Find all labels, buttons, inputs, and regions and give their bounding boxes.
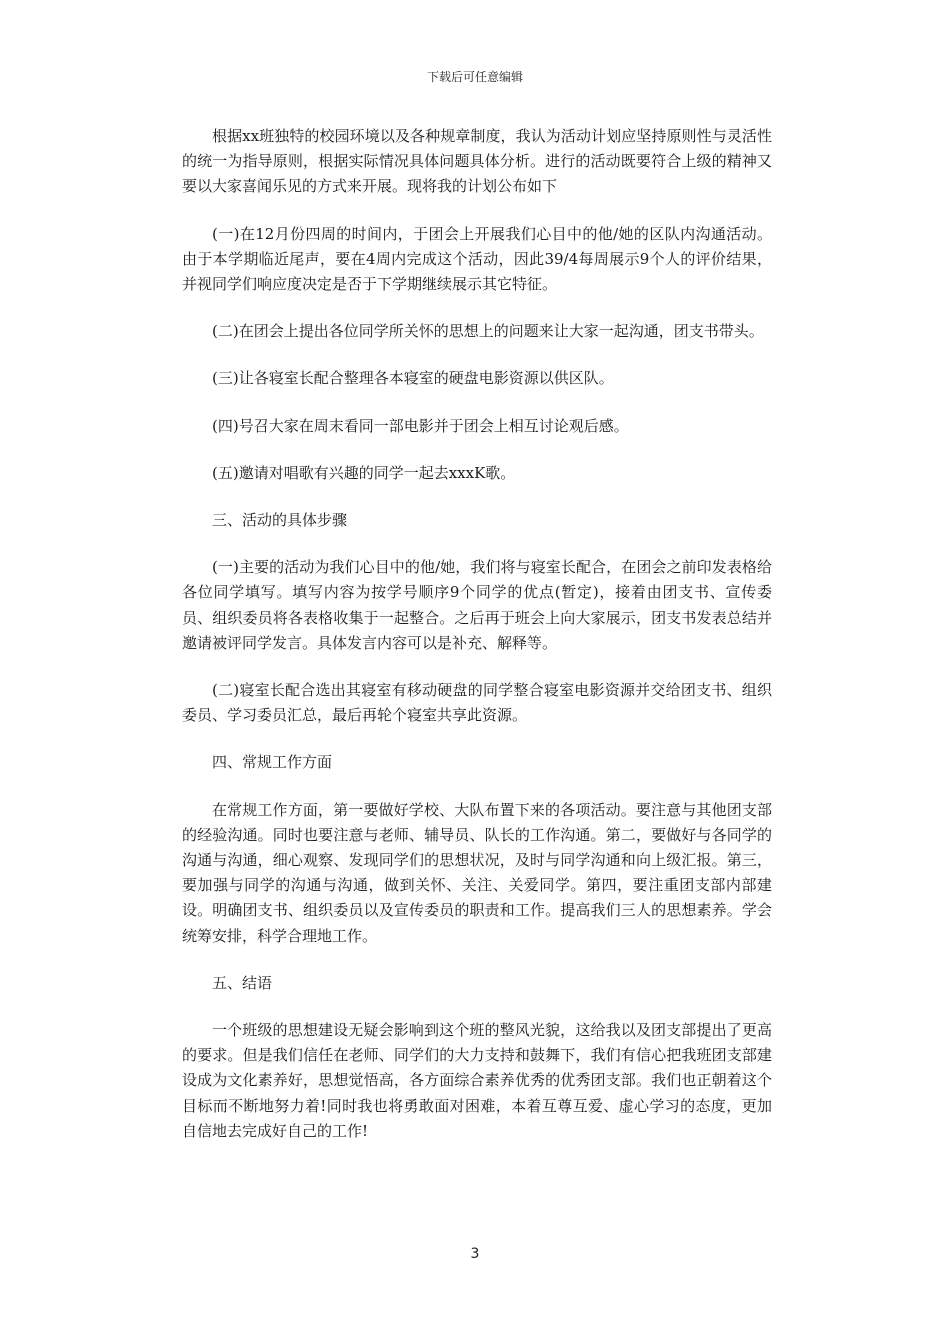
paragraph-item-2: (二)在团会上提出各位同学所关怀的思想上的问题来让大家一起沟通，团支书带头。 [212, 322, 764, 341]
paragraph-item-4: (四)号召大家在周末看同一部电影并于团会上相互讨论观后感。 [212, 416, 629, 435]
paragraph-step-1: (一)主要的活动为我们心目中的他/她，我们将与寝室长配合，在团会之前印发表格给各位同学填写。填写内容为按学号顺序9个同学的优点(暂定)，接着由团支书、宣传委员、组织委员将各表格收集于一起整合。之后再于班会上向大家展示，团支书发表总结并邀请被评同学发言。具体发言内容可以是补充、解释等。 [182, 558, 772, 652]
paragraph-item-1: (一)在12月份四周的时间内，于团会上开展我们心目中的他/她的区队内沟通活动。由于本学期临近尾声，要在4周内完成这个活动，因此39/4每周展示9个人的评价结果，并视同学们响应度决定是否于下学期继续展示其它特征。 [182, 224, 772, 294]
paragraph-step-2: (二)寝室长配合选出其寝室有移动硬盘的同学整合寝室电影资源并交给团支书、组织委员、学习委员汇总，最后再轮个寝室共享此资源。 [182, 681, 772, 725]
paragraph-item-3: (三)让各寝室长配合整理各本寝室的硬盘电影资源以供区队。 [212, 369, 614, 388]
paragraph-item-5: (五)邀请对唱歌有兴趣的同学一起去xxxK歌。 [212, 463, 516, 482]
page-header: 下载后可任意编辑 [426, 70, 523, 84]
page-number: 3 [470, 1246, 480, 1262]
section-heading-steps: 三、活动的具体步骤 [212, 511, 348, 530]
section-heading-routine: 四、常规工作方面 [212, 753, 333, 772]
paragraph-routine: 在常规工作方面，第一要做好学校、大队布置下来的各项活动。要注意与其他团支部的经验沟通。同时也要注意与老师、辅导员、队长的工作沟通。第二，要做好与各同学的沟通与沟通，细心观察、发现同学们的思想状况，及时与同学沟通和向上级汇报。第三，要加强与同学的沟通与沟通，做到关怀、关注、关爱同学。第四，要注重团支部内部建设。明确团支书、组织委员以及宣传委员的职责和工作。提高我们三人的思想素养。学会统筹安排，科学合理地工作。 [182, 800, 772, 945]
paragraph-conclusion: 一个班级的思想建设无疑会影响到这个班的整风光貌，这给我以及团支部提出了更高的要求。但是我们信任在老师、同学们的大力支持和鼓舞下，我们有信心把我班团支部建设成为文化素养好，思想觉悟高，各方面综合素养优秀的优秀团支部。我们也正朝着这个目标而不断地努力着!同时我也将勇敢面对困难，本着互尊互爱、虚心学习的态度，更加自信地去完成好自己的工作! [182, 1021, 772, 1140]
document-body [182, 124, 772, 1166]
section-heading-conclusion: 五、结语 [212, 973, 273, 992]
paragraph-intro: 根据xx班独特的校园环境以及各种规章制度，我认为活动计划应坚持原则性与灵活性的统一为指导原则，根据实际情况具体问题具体分析。进行的活动既要符合上级的精神又要以大家喜闻乐见的方式来开展。现将我的计划公布如下 [182, 127, 772, 196]
